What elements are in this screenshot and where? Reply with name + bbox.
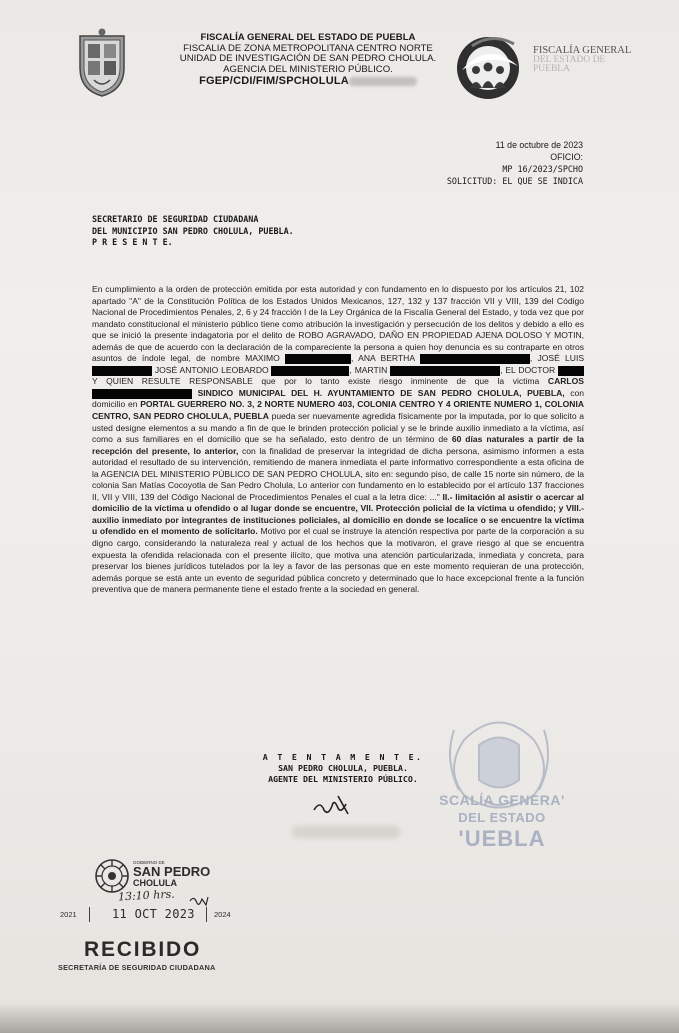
document-date: 11 de octubre de 2023 bbox=[495, 140, 583, 150]
oficio-number: MP 16/2023/SPCHO bbox=[502, 164, 583, 174]
fiscalia-logo-icon bbox=[452, 30, 532, 100]
header-zone: FISCALIA DE ZONA METROPOLITANA CENTRO NORTE bbox=[183, 42, 433, 54]
page-bottom-shadow bbox=[0, 1003, 679, 1033]
logo-line-3: PUEBLA bbox=[533, 64, 570, 74]
body-text-11: Motivo por el cual se instruye la atención respectiva por parte de la corporación a su digno cargo, considerando la naturaleza real y actual de los hechos que la motivaron, el grave riesgo al que se encuentra expuesta la ofendida relacionada con el presente ilícito, que motiva una atención particularizada, inmediata y concreta, para preservar los bienes jurídicos tutelados por la ley a favor de las personas que en este momento requieran de una protección, además porque se está ante un evento de seguridad pública concreto y determinado que lo hace excepcional frente a la función preventiva que de manera permanente tiene el estado frente a la sociedad en general. bbox=[92, 526, 585, 595]
stamp-divider bbox=[89, 907, 90, 922]
case-number bbox=[150, 76, 466, 87]
municipality-logo-icon bbox=[94, 858, 130, 894]
seal-text bbox=[428, 792, 576, 852]
solicitud-line: SOLICITUD: EL QUE SE INDICA bbox=[446, 176, 583, 186]
seal-line-1: SCALÍA GENERA' bbox=[439, 792, 565, 808]
stamp-year-right: 2024 bbox=[214, 910, 231, 919]
redaction-bar bbox=[92, 366, 152, 376]
body-text-4: JOSÉ ANTONIO LEOBARDO bbox=[154, 364, 269, 375]
redaction-bar bbox=[271, 366, 349, 376]
addressee-title: SECRETARIO DE SEGURIDAD CIUDADANA bbox=[92, 214, 259, 224]
stamp-org-line-1: SAN PEDRO bbox=[133, 864, 211, 879]
stamp-gov-label: GOBIERNO DE bbox=[133, 860, 165, 865]
addressee-block bbox=[92, 214, 294, 249]
handwritten-time: 13:10 hrs. bbox=[117, 887, 175, 904]
body-text-7: Y QUIEN RESULTE RESPONSABLE que por lo tanto existe riesgo inminente de que la victima bbox=[92, 376, 540, 387]
victim-position: SINDICO MUNICIPAL DEL H. AYUNTAMIENTO DE SAN PEDRO CHOLULA, PUEBLA, bbox=[197, 387, 565, 398]
received-date-row bbox=[60, 906, 260, 928]
case-number-text: FGEP/CDI/FIM/SPCHOLULA bbox=[199, 75, 349, 87]
document-header bbox=[150, 33, 466, 87]
stamp-divider bbox=[206, 907, 207, 922]
body-text-3: , JOSÉ LUIS bbox=[529, 353, 585, 364]
stamp-org-line-2: CHOLULA bbox=[133, 878, 177, 888]
received-stamp-subtitle: SECRETARÍA DE SEGURIDAD CIUDADANA bbox=[58, 963, 216, 972]
legal-quote: II.- limitación al asistir o acercar al domicilio de la víctima u ofendido o al lugar donde se encuentre, VII. Protección policial de la víctima u ofendido; y VIII.- auxilio inmediato por integrantes de instituciones policiales, al domicilio en donde se localice o se encuentre la víctima u ofendido en el momento de solicitarlo. bbox=[92, 491, 585, 537]
body-text-5: , MARTIN bbox=[349, 364, 388, 375]
sign-closing: A T E N T A M E N T E. bbox=[262, 752, 424, 762]
stamp-year-left: 2021 bbox=[60, 910, 77, 919]
puebla-coat-of-arms-icon bbox=[76, 28, 128, 98]
body-text-8: con domicilio en bbox=[92, 387, 584, 410]
logo-line-1: FISCALÍA GENERAL bbox=[533, 45, 632, 56]
header-agency: AGENCIA DEL MINISTERIO PÚBLICO. bbox=[223, 63, 393, 75]
header-unit: UNIDAD DE INVESTIGACIÓN DE SAN PEDRO CHOLULA. bbox=[179, 53, 437, 64]
sign-role: AGENTE DEL MINISTERIO PÚBLICO. bbox=[268, 774, 418, 784]
header-institution: FISCALÍA GENERAL DEL ESTADO DE PUEBLA bbox=[200, 32, 416, 43]
document-body bbox=[92, 284, 584, 596]
redacted-case-suffix bbox=[349, 77, 417, 86]
oficio-label: OFICIO: bbox=[550, 152, 583, 162]
logo-line-2: DEL ESTADO DE bbox=[533, 54, 606, 65]
body-text-2: , ANA BERTHA bbox=[351, 353, 415, 364]
victim-address: PORTAL GUERRERO NO. 3, 2 NORTE NUMERO 403, COLONIA CENTRO Y 4 ORIENTE NUMERO 1, COLONIA CENTRO, SAN PEDRO CHOLULA, PUEBLA bbox=[92, 399, 585, 422]
fiscalia-logo-text bbox=[533, 46, 631, 75]
redaction-bar bbox=[285, 354, 351, 364]
redaction-bar bbox=[558, 366, 584, 376]
received-date: 11 OCT 2023 bbox=[112, 907, 195, 921]
received-stamp-title: RECIBIDO bbox=[84, 938, 202, 961]
seal-line-3: 'UEBLA bbox=[458, 826, 546, 851]
addressee-municipality: DEL MUNICIPIO SAN PEDRO CHOLULA, PUEBLA. bbox=[92, 225, 294, 236]
seal-line-2: DEL ESTADO bbox=[458, 810, 546, 825]
blurred-signer-name bbox=[292, 826, 400, 838]
redaction-bar bbox=[420, 354, 530, 364]
handwritten-signature-icon bbox=[308, 790, 358, 820]
victim-name: CARLOS bbox=[547, 376, 584, 387]
sign-place: SAN PEDRO CHOLULA, PUEBLA. bbox=[278, 763, 408, 773]
body-text-1: En cumplimiento a la orden de protección emitida por esta autoridad y con fundamento en lo dispuesto por los artículos 21, 102 apartado "A" de la Constitución Política de los Estados Unidos Mexicanos, 127, 132 y 137 fracción VII y VIII, 139 del Código Nacional de Procedimientos Penales, 2, 6 y 24 fracción I de la Ley Orgánica de la Fiscalía General del Estado, y toda vez que por mandato constitucional el ministerio público tiene como atribución la investigación y persecución de los delitos y debido a ello es que se inició la presente indagatoria por el delito de ROBO AGRAVADO, DAÑO EN PROPIEDAD AJENA DOLOSO Y MOTIN, además de que de acuerdo con la declaración de la compareciente la persona a quien hoy denuncia es su contraparte en otros asuntos de índole legal, de nombre MAXIMO bbox=[92, 284, 584, 364]
received-stamp-org bbox=[133, 860, 210, 888]
body-text-6: , EL DOCTOR bbox=[500, 364, 556, 375]
body-text-9: pueda ser nuevamente agredida físicamente por la imputada, por lo que solicito a usted designe elementos a su mando a fin de que le brinden protección policial y se le brinde auxilio inmediato a la víctima, así como a sus familiares en el domicilio que se ha señalado, esto dentro de un término de bbox=[92, 411, 585, 445]
date-block bbox=[447, 139, 583, 187]
protection-term: 60 días naturales a partir de la recepción del presente, lo anterior, bbox=[92, 434, 585, 456]
redaction-bar bbox=[92, 389, 192, 399]
addressee-presente: P R E S E N T E. bbox=[92, 237, 173, 247]
signature-block bbox=[258, 752, 428, 785]
redaction-bar bbox=[390, 366, 500, 376]
body-text-10: con la finalidad de preservar la integridad de dicha persona, asimismo informen a esta autoridad el resultado de su intervención, remitiendo de manera inmediata el parte informativo correspondiente a esta oficina de la AGENCIA DEL MINISTERIO PÚBLICO DE SAN PEDRO CHOLULA, sito en: segundo piso, de calle 15 norte sin número, de la colonia San Matías Cocoyotla de San Pedro Cholula, Lo anterior con fundamento en lo establecido por el artículo 137 fracciones II, VII y VIII, 139 del Código Nacional de Procedimientos Penales el cual a la letra dice: ..." bbox=[92, 445, 585, 502]
